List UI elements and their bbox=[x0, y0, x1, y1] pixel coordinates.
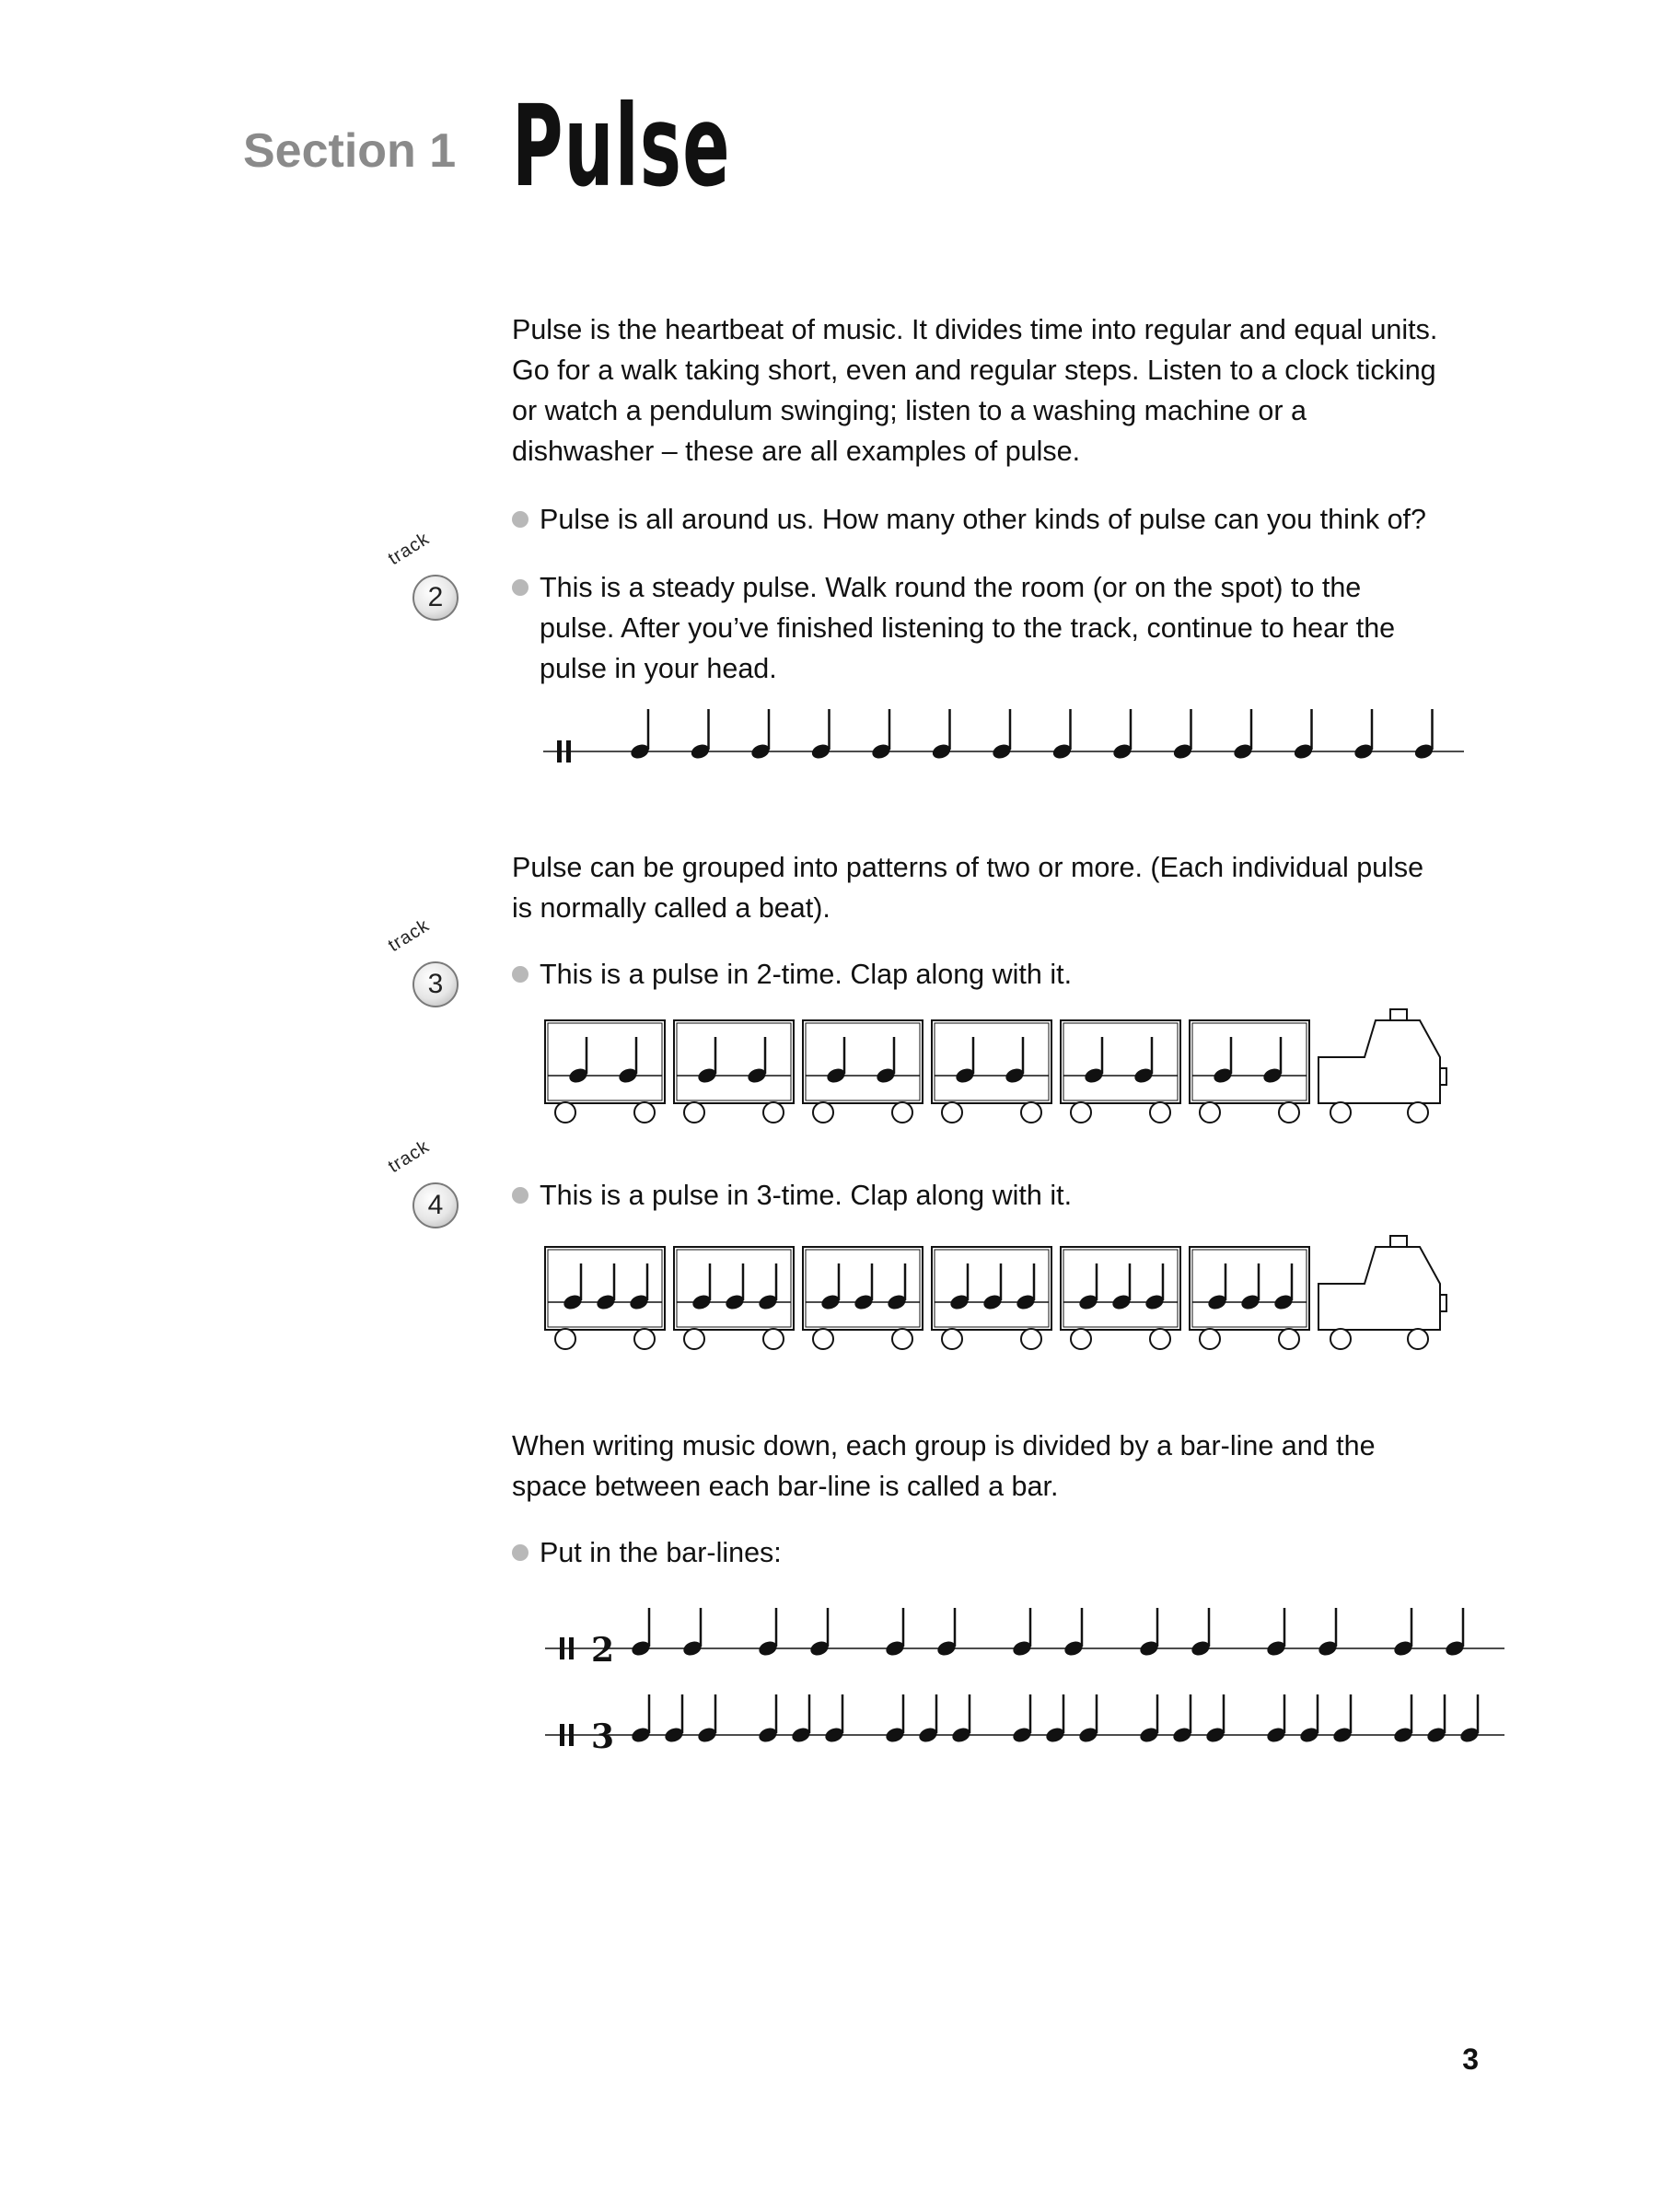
quarter-note bbox=[808, 1608, 830, 1658]
quarter-note bbox=[917, 1694, 939, 1744]
engine-icon bbox=[1318, 1247, 1440, 1330]
wheel-icon bbox=[1200, 1329, 1220, 1349]
quarter-note bbox=[935, 1608, 958, 1658]
wheel-icon bbox=[1408, 1329, 1428, 1349]
quarter-note bbox=[1317, 1608, 1339, 1658]
two-time-carriage bbox=[545, 1020, 665, 1103]
wheel-icon bbox=[1279, 1102, 1299, 1123]
engine-buffer bbox=[1440, 1068, 1446, 1085]
wheel-icon bbox=[1150, 1329, 1170, 1349]
wheel-icon bbox=[1021, 1102, 1041, 1123]
quarter-note bbox=[1011, 1608, 1033, 1658]
two-time-carriage bbox=[1190, 1020, 1309, 1103]
quarter-note bbox=[1444, 1608, 1466, 1658]
section-label: Section 1 bbox=[243, 124, 457, 178]
percussion-clef bbox=[557, 740, 562, 763]
quarter-note bbox=[931, 709, 953, 761]
quarter-note bbox=[870, 709, 892, 761]
bullet-text: This is a pulse in 2-time. Clap along with it. bbox=[540, 959, 1073, 990]
grouping-paragraph: Pulse can be grouped into patterns of two or more. (Each individual pulse is normally called a beat). bbox=[512, 852, 1424, 924]
quarter-note bbox=[1392, 1694, 1414, 1744]
barlines-paragraph: When writing music down, each group is divided by a bar-line and the space between each bar-line is called a bar. bbox=[512, 1430, 1376, 1502]
quarter-note bbox=[757, 1694, 779, 1744]
quarter-note bbox=[690, 709, 712, 761]
quarter-note bbox=[1011, 1694, 1033, 1744]
engine-chimney bbox=[1390, 1236, 1407, 1247]
quarter-note bbox=[629, 709, 651, 761]
two-time-carriage bbox=[674, 1020, 794, 1103]
quarter-note bbox=[630, 1608, 652, 1658]
quarter-note bbox=[1392, 1608, 1414, 1658]
quarter-note bbox=[1232, 709, 1254, 761]
wheel-icon bbox=[763, 1329, 784, 1349]
quarter-note bbox=[1063, 1608, 1085, 1658]
quarter-note bbox=[1138, 1608, 1160, 1658]
quarter-note bbox=[1265, 1694, 1287, 1744]
quarter-note bbox=[1298, 1694, 1320, 1744]
quarter-note bbox=[1044, 1694, 1066, 1744]
wheel-icon bbox=[942, 1329, 962, 1349]
wheel-icon bbox=[1150, 1102, 1170, 1123]
bullet-dot-icon bbox=[512, 966, 528, 983]
percussion-clef bbox=[569, 1637, 574, 1659]
percussion-clef bbox=[560, 1637, 564, 1659]
wheel-icon bbox=[1330, 1102, 1351, 1123]
bullet-dot-icon bbox=[512, 1544, 528, 1561]
quarter-note bbox=[1171, 1694, 1193, 1744]
bullet-text: This is a steady pulse. Walk round the room (or on the spot) to the pulse. After you’ve finished listening to the track, continue to hear the pulse in your head. bbox=[540, 572, 1396, 684]
page-number: 3 bbox=[1462, 2043, 1479, 2076]
wheel-icon bbox=[763, 1102, 784, 1123]
wheel-icon bbox=[1071, 1102, 1091, 1123]
wheel-icon bbox=[892, 1329, 912, 1349]
bullet-two-time bbox=[512, 954, 1469, 995]
wheel-icon bbox=[813, 1102, 833, 1123]
quarter-note bbox=[757, 1608, 779, 1658]
intro-paragraph: Pulse is the heartbeat of music. It divides time into regular and equal units. Go for a walk taking short, even and regular steps. Listen to a clock ticking or watch a pendulum swinging; listen to a washing machine or a dishwasher – these are all examples of pulse. bbox=[512, 314, 1438, 467]
quarter-note bbox=[681, 1608, 703, 1658]
track-number: 3 bbox=[427, 969, 444, 999]
quarter-note bbox=[630, 1694, 652, 1744]
wheel-icon bbox=[555, 1329, 575, 1349]
engine-chimney bbox=[1390, 1009, 1407, 1020]
quarter-note bbox=[1458, 1694, 1481, 1744]
percussion-clef bbox=[569, 1724, 574, 1746]
bullet-text: This is a pulse in 3-time. Clap along with it. bbox=[540, 1180, 1073, 1211]
bullet-text: Pulse is all around us. How many other kinds of pulse can you think of? bbox=[540, 504, 1426, 535]
exercise-three-time-signature: 3 bbox=[591, 1717, 615, 1756]
wheel-icon bbox=[684, 1329, 704, 1349]
wheel-icon bbox=[1279, 1329, 1299, 1349]
quarter-note bbox=[1111, 709, 1133, 761]
quarter-note bbox=[1172, 709, 1194, 761]
quarter-note bbox=[1293, 709, 1315, 761]
quarter-note bbox=[696, 1694, 718, 1744]
wheel-icon bbox=[684, 1102, 704, 1123]
exercise-two-time-signature: 2 bbox=[591, 1631, 615, 1670]
track-label: track bbox=[384, 1135, 434, 1178]
page-title: Pulse bbox=[512, 81, 731, 212]
quarter-note bbox=[1265, 1608, 1287, 1658]
engine-buffer bbox=[1440, 1295, 1446, 1311]
bullet-text: Put in the bar-lines: bbox=[540, 1537, 782, 1568]
wheel-icon bbox=[634, 1102, 655, 1123]
track-number: 4 bbox=[427, 1190, 444, 1220]
quarter-note bbox=[884, 1608, 906, 1658]
wheel-icon bbox=[1200, 1102, 1220, 1123]
wheel-icon bbox=[1330, 1329, 1351, 1349]
quarter-note bbox=[1413, 709, 1435, 761]
wheel-icon bbox=[555, 1102, 575, 1123]
quarter-note bbox=[663, 1694, 685, 1744]
quarter-note bbox=[1190, 1608, 1212, 1658]
quarter-note bbox=[991, 709, 1013, 761]
quarter-note bbox=[884, 1694, 906, 1744]
two-time-carriage bbox=[932, 1020, 1051, 1103]
quarter-note bbox=[810, 709, 832, 761]
quarter-note bbox=[749, 709, 772, 761]
two-time-carriage bbox=[803, 1020, 923, 1103]
quarter-note bbox=[1353, 709, 1375, 761]
quarter-note bbox=[1077, 1694, 1099, 1744]
wheel-icon bbox=[1071, 1329, 1091, 1349]
wheel-icon bbox=[1021, 1329, 1041, 1349]
engine-icon bbox=[1318, 1020, 1440, 1103]
quarter-note bbox=[1331, 1694, 1353, 1744]
quarter-note bbox=[1425, 1694, 1447, 1744]
cd-track-icon bbox=[412, 961, 459, 1007]
percussion-clef bbox=[566, 740, 571, 763]
wheel-icon bbox=[942, 1102, 962, 1123]
bullet-three-time bbox=[512, 1175, 1469, 1216]
track-4-badge[interactable] bbox=[384, 1135, 484, 1249]
wheel-icon bbox=[813, 1329, 833, 1349]
track-3-badge[interactable] bbox=[384, 914, 484, 1028]
quarter-note bbox=[1138, 1694, 1160, 1744]
wheel-icon bbox=[1408, 1102, 1428, 1123]
quarter-note bbox=[1204, 1694, 1226, 1744]
bullet-dot-icon bbox=[512, 1187, 528, 1204]
quarter-note bbox=[823, 1694, 845, 1744]
bullet-bar-lines bbox=[512, 1532, 1469, 1573]
wheel-icon bbox=[892, 1102, 912, 1123]
wheel-icon bbox=[634, 1329, 655, 1349]
quarter-note bbox=[950, 1694, 972, 1744]
percussion-clef bbox=[560, 1724, 564, 1746]
track-label: track bbox=[384, 528, 434, 570]
quarter-note bbox=[1051, 709, 1074, 761]
track-number: 2 bbox=[427, 582, 444, 612]
track-label: track bbox=[384, 914, 434, 957]
cd-track-icon bbox=[412, 1182, 459, 1228]
quarter-note bbox=[790, 1694, 812, 1744]
two-time-carriage bbox=[1061, 1020, 1180, 1103]
